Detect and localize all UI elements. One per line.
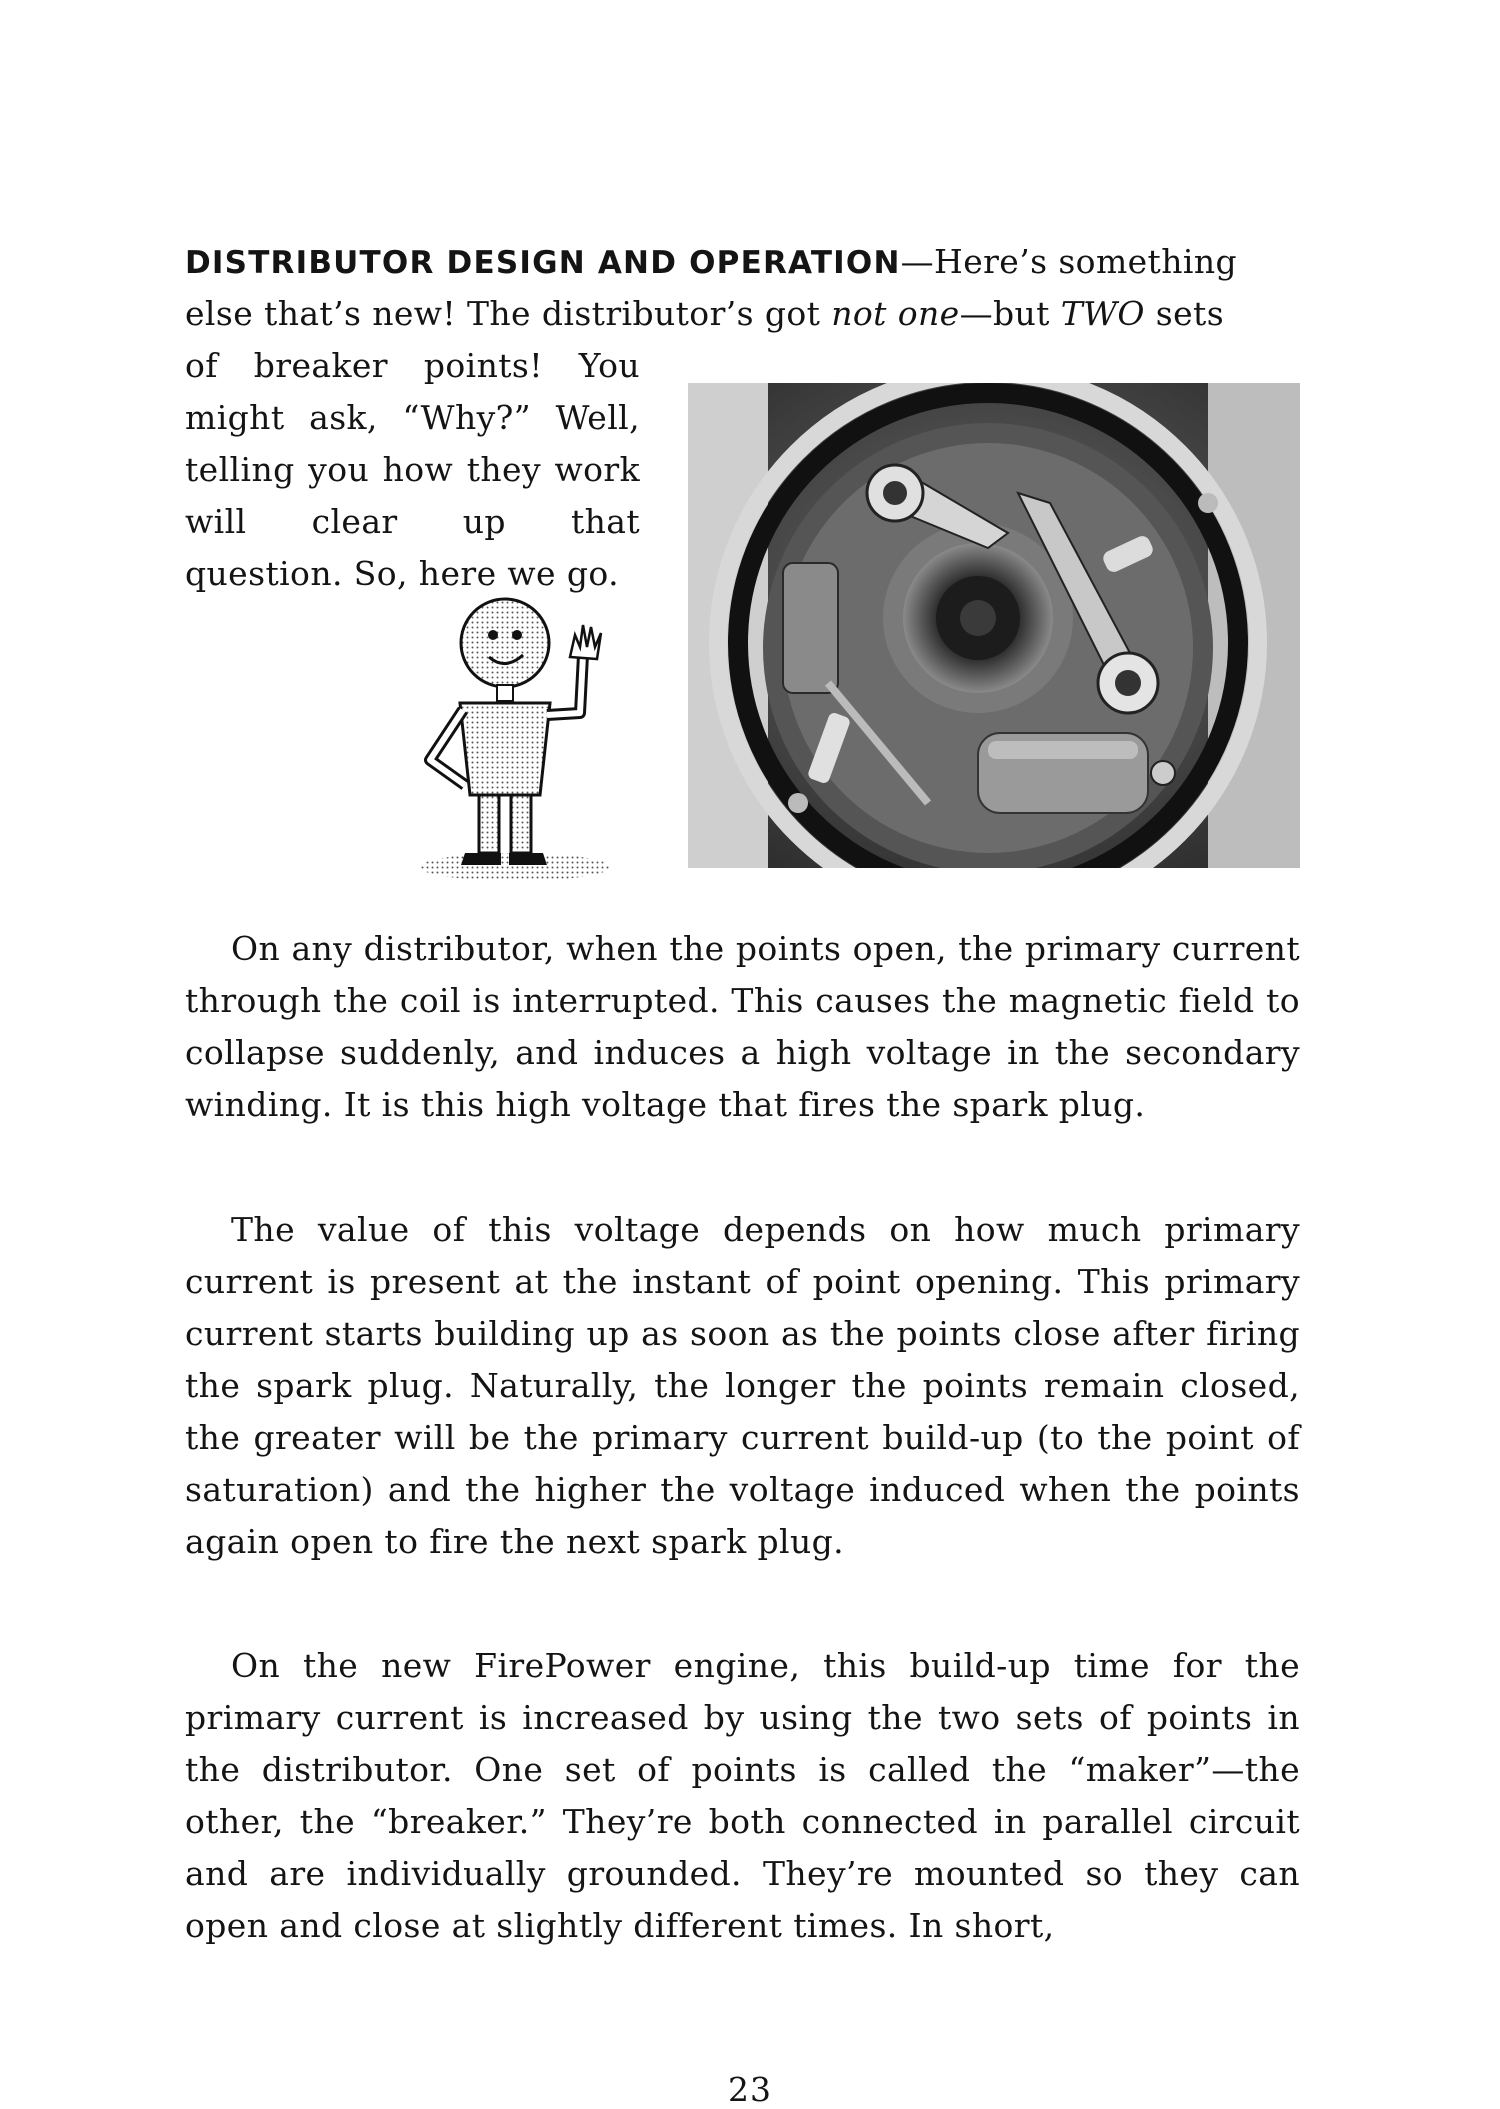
section-heading: DISTRIBUTOR DESIGN AND OPERATION — [185, 245, 901, 281]
body-paragraph-1: On any distributor, when the points open, the primary current through the coil is interrupted. This causes the magnetic field to collapse suddenly, and induces a high voltage in the secondary winding. It is this high voltage that fires the spark plug. — [185, 929, 1300, 1124]
intro-line-2 — [185, 288, 1224, 340]
intro-text-a: else that’s new! The distributor’s got — [185, 294, 832, 333]
body-paragraph-2: The value of this voltage depends on how much primary current is present at the instant of point opening. This primary current starts building up as soon as the points close after firing the spark plug. Naturally, the longer the points remain closed, the greater will be the primary current build-up (to the point of saturation) and the higher the voltage induced when the points again open to fire the next spark plug. — [185, 1210, 1300, 1561]
intro-text-c: sets — [1144, 294, 1225, 333]
intro-text-b: —but — [959, 294, 1061, 333]
emphasis-not: not — [831, 294, 887, 333]
emphasis-two: TWO — [1060, 294, 1145, 333]
distributor-photo — [688, 383, 1300, 868]
intro-paragraph-narrow: of breaker points! You might ask, “Why?” Well, telling you how they work will clear up that question. So, here we go. — [185, 346, 640, 593]
intro-line1-rest: —Here’s something — [900, 242, 1238, 281]
body-paragraph-3: On the new FirePower engine, this build-up time for the primary current is increased by using the two sets of points in the distributor. One set of points is called the “maker”—the other, the “breaker.” They’re both connected in parallel circuit and are individually grounded. They’re mounted so they can open and close at slightly different times. In short, — [185, 1646, 1300, 1945]
mascot-illustration — [405, 595, 635, 885]
waving-mascot-icon — [405, 595, 635, 885]
emphasis-one: one — [897, 294, 960, 333]
heading-line — [185, 236, 1237, 289]
distributor-illustration — [688, 383, 1300, 868]
page-number: 23 — [728, 2070, 772, 2109]
